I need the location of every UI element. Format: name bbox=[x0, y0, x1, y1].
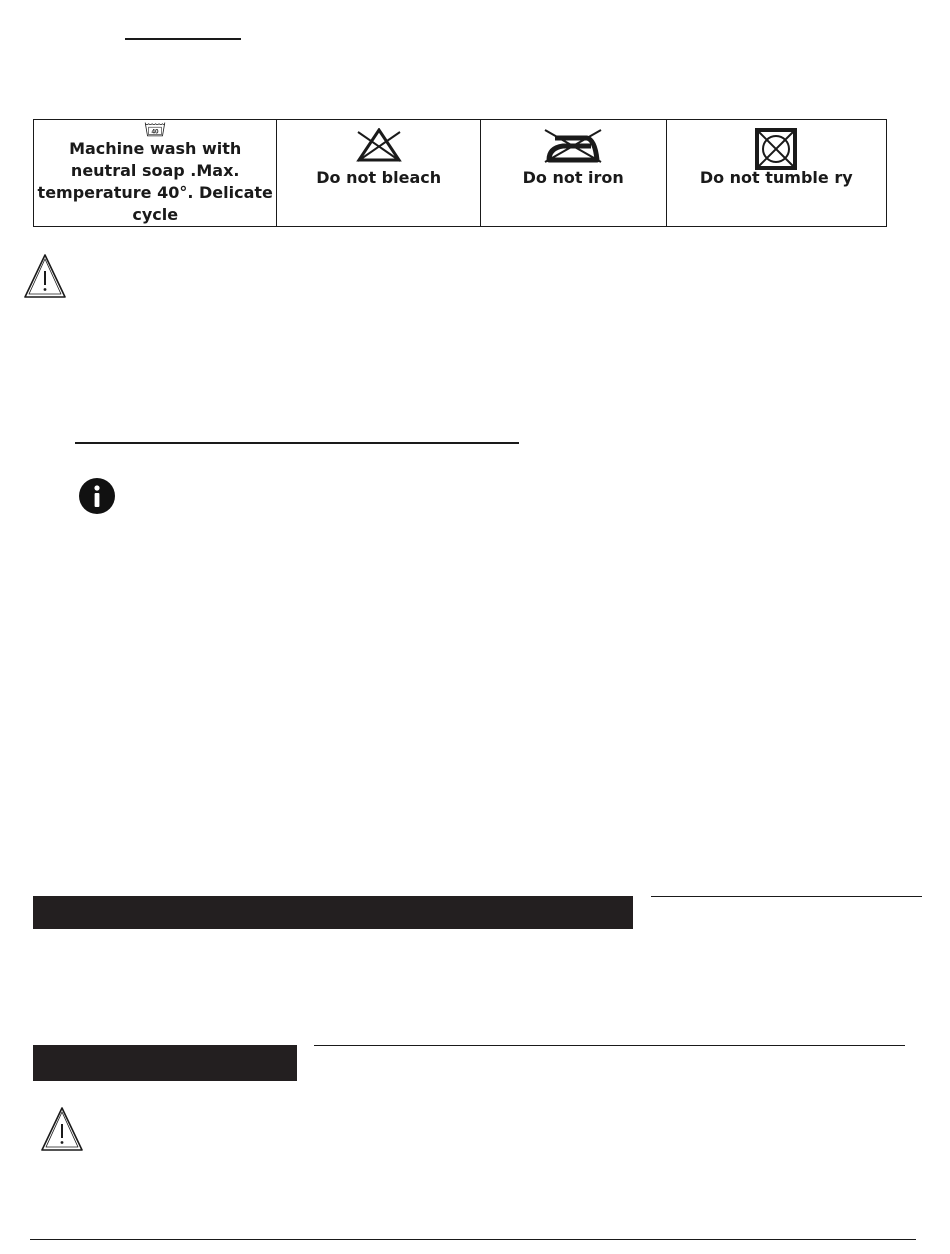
wash-tub-40-icon bbox=[136, 122, 174, 137]
info-icon bbox=[78, 477, 116, 515]
no-tumble-dry-icon bbox=[755, 128, 797, 170]
care-cell-wash bbox=[34, 120, 277, 226]
section-header-bar-2 bbox=[33, 1045, 297, 1081]
care-label-iron: Do not iron bbox=[522, 168, 624, 187]
no-bleach-icon bbox=[354, 128, 404, 162]
care-symbols-table bbox=[33, 119, 887, 227]
care-label-tumble-dry: Do not tumble ry bbox=[699, 168, 853, 187]
section-header-bar bbox=[33, 896, 633, 929]
top-heading-underline bbox=[125, 38, 241, 40]
care-cell-iron bbox=[481, 120, 667, 226]
warning-icon bbox=[23, 253, 67, 299]
warning-icon-2 bbox=[40, 1106, 84, 1152]
section-header-rule bbox=[651, 896, 922, 897]
footer-rule bbox=[30, 1239, 916, 1240]
care-cell-bleach bbox=[277, 120, 481, 226]
section-heading-underline bbox=[75, 442, 519, 444]
care-cell-tumble-dry bbox=[667, 120, 886, 226]
no-iron-icon bbox=[541, 128, 605, 164]
svg-text:40: 40 bbox=[151, 128, 159, 136]
care-label-wash: Machine wash with neutral soap .Max. temperature 40°. Delicate cycle bbox=[37, 139, 273, 224]
section-header-rule-2 bbox=[314, 1045, 905, 1046]
care-label-bleach: Do not bleach bbox=[316, 168, 442, 187]
